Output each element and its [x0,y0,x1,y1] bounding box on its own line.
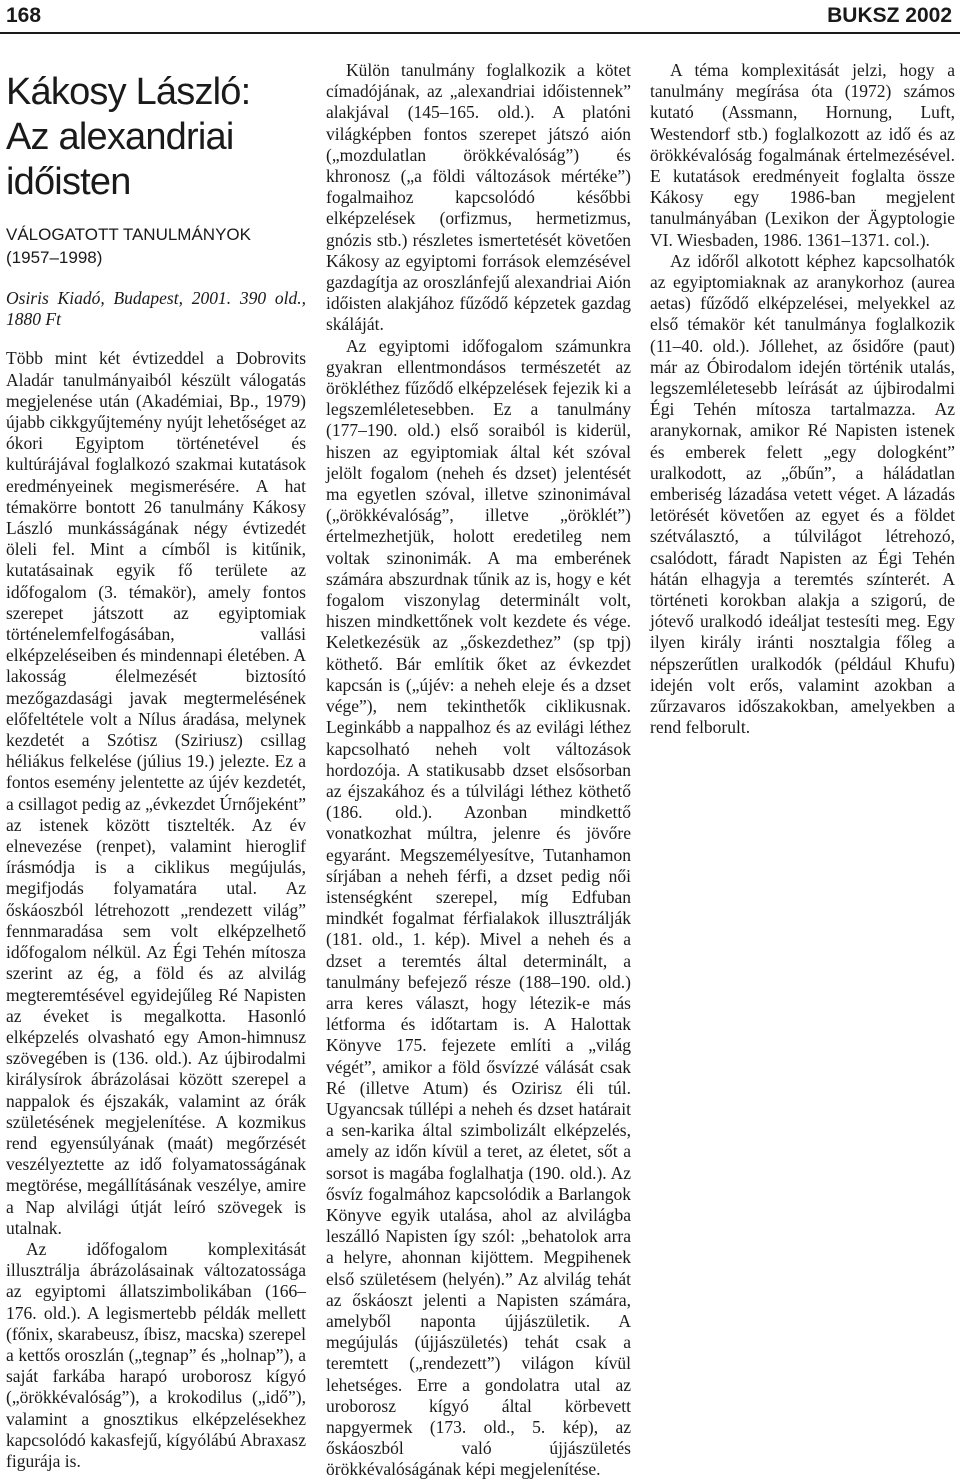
article-column [650,60,955,1296]
publication-info: Osiris Kiadó, Budapest, 2001. 390 old., 1880 Ft [6,288,306,330]
body-paragraph: Több mint két évtizeddel a Dobrovits Aladár tanulmányaiból készült válogatás megjelenése után (Akadémiai, Bp., 1979) újabb cikkgyűjtemény nyújt lehetőséget az ókori Egyiptom történetével és kultúrájával foglalkozó szakmai kutatások eredményeinek megismerésére. A hat témakörre bontott 26 tanulmány Kákosy László munkásságának négy évtizedét öleli fel. Mint a címből is kitűnik, kutatásainak egyik fő területe az időfogalom (3. témakör), amely fontos szerepet játszott az egyiptomiak történelemfelfogásában, vallási elképzeléseiben és mindennapi életében. A lakosság élelmezését biztosító mezőgazdasági javak megtermelésének előfeltétele volt a Nílus áradása, melynek kezdetét a Szótisz (Sziriusz) csillag héliákus felkelése (július 19.) jelezte. Ez a fontos esemény jelentette az újév kezdetét, a csillagot pedig az „évkezdet Úrnőjeként” az istenek között tisztelték. Az év elnevezése (renpet), valamint hieroglif írásmódja is a ciklikus megújulás, megifjodás folyamatára utal. Az őskáoszból létrehozott „rendezett világ” fennmaradása sem volt elképzelhető időfogalom nélkül. Az Égi Tehén mítosza szerint az ég, a föld és az alvilág megteremtésével egyidejűleg Ré Napisten az éveket is megalkotta. Hasonló elképzelés olvasható egy Amon-himnusz szövegében is (136. old.). Az újbirodalmi királysírok ábrázolásai között szerepel a nappalok és éjszakák, valamint az órák születésének megjelenítése. A kozmikus rend egyensúlyának (maát) megőrzését veszélyeztette az idő folyamatosságának megtörése, megállításának veszélye, amire a Nap alvilági útját leíró szövegek is utalnak. [6,348,306,1238]
title-line: időisten [6,161,131,203]
running-header [0,0,960,34]
page-number: 168 [6,4,42,27]
body-paragraph: A téma komplexitását jelzi, hogy a tanulmány megírása óta (1972) számos kutató (Assmann, Hornung, Luft, Westendorf stb.) foglalkozott az idő és az örökkévalóság fogalmának értelmezésével. E kutatások eredményeit foglalta össze Kákosy egy 1986-ban megjelent tanulmányában (Lexikon der Ägyptologie VI. Wiesbaden, 1986. 1361–1371. col.). [650,60,955,250]
article-title [6,70,306,205]
body-paragraph: Az egyiptomi időfogalom számunkra gyakran ellentmondásos természetét az örökléthez fűződő elképzelések fejezik ki a legszemléletesebben. Ez a tanulmány (177–190. old.) első soraiból is kiderül, hiszen az egyiptomiak által két szóval jelölt fogalom (neheh és dzset) jelentését ma egyetlen szóval, illetve szinonimával („örökkévalóság”, illetve „öröklét”) értelmezhetjük, holott eredetileg nem voltak szinonimák. A ma emberének számára abszurdnak tűnik az is, hogy e két fogalom viszonylag determinált volt, hiszen mindkettőnek volt kezdete és vége. Keletkezésük az „őskezdethez” (sp tpj) köthető. Bár említik őket az évkezdet kapcsán is („újév: a neheh eleje és a dzset vége”), nem tekinthetők ciklikusnak. Leginkább a nappalhoz és az evilági léthez kapcsolható neheh volt változások hordozója. A statikusabb dzset elsősorban az éjszakához és a túlvilági léthez köthető (186. old.). Azonban mindkettő vonatkozhat múltra, jelenre és jövőre egyaránt. Megszemélyesítve, Tutanhamon sírjában a neheh férfi, a dzset pedig női istenségként szerepel, míg Edfuban mindkét fogalmat férfialakok illusztrálják (181. old., 1. kép). Mivel a neheh és a dzset a teremtés által determinált, a tanulmány befejező része (188–190. old.) arra keres választ, hogy létezik-e más létforma és időtartam is. A Halottak Könyve 175. fejezete említi a „világ végét”, amikor a föld ősvízzé válását csak Ré (illetve Atum) és Ozirisz éli túl. Ugyancsak túllépi a neheh és dzset határait a sen-karika által szimbolizált elképzelés, amely az időn kívül a teret, az életet, sőt a sorsot is magába foglalhatja (190. old.). Az ősvíz fogalmához kapcsolódik a Barlangok Könyve egyik utalása, ahol az alvilágba leszálló Napisten így szól: „behatolok arra a helyre, ahonnan kijöttem. Megpihenek első születésem (helyén).” Az alvilág tehát az őskáoszt jelenti a Napisten számára, amelyből naponta újjászületik. A megújulás (újjászületés) tehát csak a teremtett („rendezett”) világon kívül lehetséges. Erre a gondolatra utal az uroborosz kígyó által körbevett napgyermek (173. old., 5. kép), az őskáoszból való újjászületés örökkévalóságának képi megjelenítése. [326,335,631,1480]
subtitle-line: (1957–1998) [6,248,103,267]
book-subtitle [6,223,306,269]
title-line: Kákosy László: [6,71,251,113]
subtitle-line: VÁLOGATOTT TANULMÁNYOK [6,225,251,244]
title-line: Az alexandriai [6,116,234,158]
article-column [6,62,306,1471]
body-paragraph: Az időről alkotott képhez kapcsolhatók az egyiptomiaknak az aranykorhoz (aurea aetas) fűződő elképzelései, melyekkel az első témakör két tanulmánya foglalkozik (11–40. old.). Jóllehet, az ősidőre (paut) már az Óbirodalom idején történik utalás, legszemléletesebb leírását az újbirodalmi Égi Tehén mítosza tartalmazza. Az aranykornak, amikor Ré Napisten istenek és emberek felett „egy dologként” uralkodott, az „őbűn”, a háládatlan emberiség lázadása vetett véget. A lázadás letörését követően az egyet és a földet szétválasztó, a túlvilágot létrehozó, csalódott, fáradt Napisten az Égi Tehén hátán elhagyja a teremtés színterét. A történeti korokban alakja a szigorú, de jótevő uralkodó ideáljat testesíti meg. Egy ilyen király iránti nosztalgia főleg a népszerűtlen uralkodók (például Khufu) idején volt erős, valamint azokban a zűrzavaros időszakokban, amelyekben a rend felborult. [650,250,955,738]
article-column [326,60,631,1480]
journal-name: BUKSZ 2002 [827,4,952,27]
body-paragraph: Az időfogalom komplexitását illusztrálja ábrázolásainak változatossága az egyiptomi állatszimbolikában (166–176. old.). A legismertebb példák mellett (főnix, skarabeusz, íbisz, macska) szerepel a kettős oroszlán („tegnap” és „holnap”), a saját farkába harapó uroborosz kígyó („örökkévalóság”), a krokodilus („idő”), valamint a gnosztikus elképzelésekhez kapcsolódó kakasfejű, kígyólábú Abraxasz figurája is. [6,1238,306,1471]
header-rule [0,32,960,34]
body-paragraph: Külön tanulmány foglalkozik a kötet címadójának, az „alexandriai időistennek” alakjával (145–165. old.). A platóni világképben fontos szerepet játszó aión („mozdulatlan örökkévalóság”) és khronosz („a földi változások mértéke”) fogalmaihoz kapcsolódó későbbi elképzelések (orfizmus, hermetizmus, gnózis stb.) részletes ismertetését követően Kákosy az egyiptomi források elemzésével gazdagítja az oroszlánfejű alexandriai Aión időisten alakjához fűződő képzetek gazdag skáláját. [326,60,631,335]
